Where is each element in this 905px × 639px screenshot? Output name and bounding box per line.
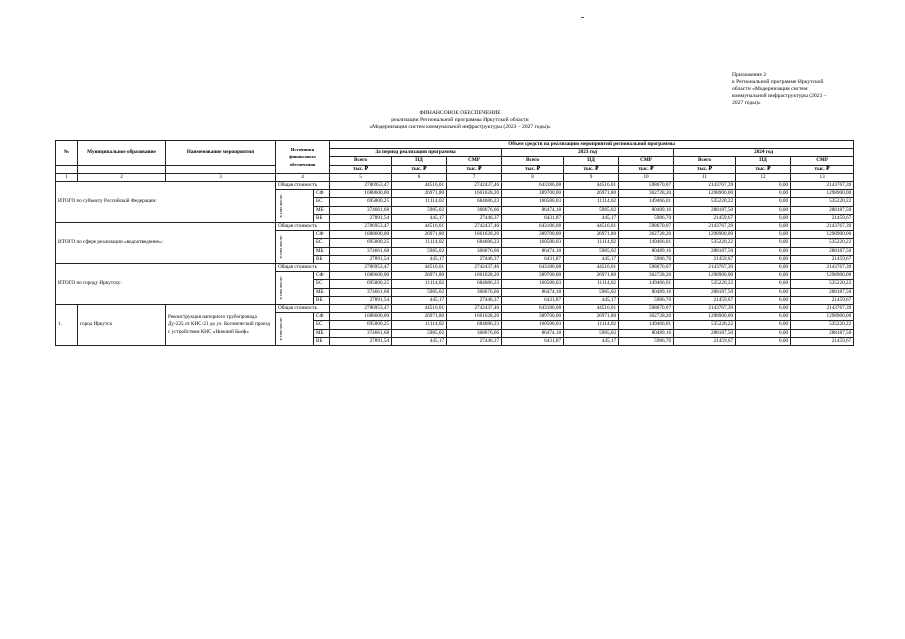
value-cell: 1298900,00 [674,190,736,198]
value-cell: 1298900,00 [791,231,854,239]
general-cost-label: Общая стоимость [276,182,330,190]
header-unit: тыс. ₽ [791,165,854,173]
including-label [276,190,314,223]
value-cell: 0,00 [736,288,791,296]
value-cell: 374661,68 [330,288,392,296]
value-cell: 0,00 [736,296,791,304]
appendix-line: коммунальной инфраструктуры (2023 – [732,93,827,99]
value-cell: 535220,22 [674,280,736,288]
general-cost-label: Общая стоимость [276,264,330,272]
value-cell: 1661628,20 [447,231,502,239]
value-cell: 21459,67 [791,255,854,263]
value-cell: 11114,02 [564,280,619,288]
value-cell: 288187,50 [791,206,854,214]
value-cell: 2143767,39 [791,305,854,313]
value-cell: 2143767,39 [674,264,736,272]
title-line-3: «Модернизация систем коммунальной инфраструктуры (2023 – 2027 годы)» [369,124,551,131]
value-cell: 368676,66 [447,247,502,255]
value-cell: 1298900,00 [674,231,736,239]
value-cell: 11114,02 [392,239,447,247]
value-cell: 0,00 [736,255,791,263]
value-cell: 27446,37 [447,214,502,222]
header-funds: Объем средств на реализацию мероприятий региональной программы [330,141,854,149]
value-cell: 1661628,20 [447,272,502,280]
value-cell: 1298900,00 [674,313,736,321]
source-label: БС [314,239,330,247]
value-cell: 80489,16 [619,206,674,214]
value-cell: 1688600,00 [330,272,392,280]
value-cell: 389700,00 [502,190,564,198]
column-number: 6 [392,173,447,181]
value-cell: 5986,70 [619,337,674,345]
value-cell: 1688600,00 [330,231,392,239]
value-cell: 535220,22 [791,198,854,206]
value-cell: 44516,01 [564,264,619,272]
value-cell: 21459,67 [674,214,736,222]
value-cell: 5986,70 [619,214,674,222]
source-label: БС [314,280,330,288]
value-cell: 5985,02 [564,206,619,214]
header-2023: 2023 год [502,149,674,157]
header-smr: СМР [619,157,674,165]
value-cell: 27891,54 [330,255,392,263]
value-cell: 535220,22 [791,280,854,288]
source-label: СФ [314,272,330,280]
header-smr: СМР [791,157,854,165]
value-cell: 11114,02 [564,239,619,247]
header-activity: Наименование мероприятия [166,141,276,166]
total-label: ИТОГО по сфере реализации «водоотведение»: [56,223,276,264]
general-cost-label: Общая стоимость [276,223,330,231]
value-cell: 389700,00 [502,272,564,280]
header-unit: тыс. ₽ [502,165,564,173]
value-cell: 1298900,00 [791,313,854,321]
value-cell: 21459,67 [791,214,854,222]
value-cell: 2143767,39 [791,264,854,272]
header-unit: тыс. ₽ [619,165,674,173]
value-cell: 2786953,47 [330,223,392,231]
value-cell: 643186,08 [502,223,564,231]
value-cell: 0,00 [736,239,791,247]
value-cell: 149466,01 [619,239,674,247]
value-cell: 288187,50 [674,288,736,296]
value-cell: 2143767,39 [674,223,736,231]
document-title [320,110,600,132]
value-cell: 86474,18 [502,288,564,296]
value-cell: 643186,08 [502,182,564,190]
value-cell: 27446,37 [447,296,502,304]
total-label: ИТОГО по городу Иркутску: [56,264,276,305]
scan-mark [581,17,584,18]
value-cell: 535220,22 [791,239,854,247]
header-total: Всего [502,157,564,165]
value-cell: 0,00 [736,305,791,313]
value-cell: 0,00 [736,264,791,272]
table-body [56,182,854,346]
value-cell: 0,00 [736,198,791,206]
value-cell: 6431,87 [502,337,564,345]
value-cell: 80489,16 [619,329,674,337]
value-cell: 0,00 [736,206,791,214]
source-label: БС [314,321,330,329]
value-cell: 86474,18 [502,329,564,337]
value-cell: 1661628,20 [447,190,502,198]
value-cell: 44516,01 [392,223,447,231]
value-cell: 27891,54 [330,214,392,222]
value-cell: 445,17 [392,214,447,222]
including-text: в том числе: [278,235,283,259]
header-blank [56,165,78,173]
column-number: 3 [166,173,276,181]
value-cell: 5985,02 [564,329,619,337]
value-cell: 5985,02 [392,288,447,296]
value-cell: 21459,67 [674,296,736,304]
table-row [56,264,854,272]
value-cell: 26971,80 [392,313,447,321]
column-number: 10 [619,173,674,181]
value-cell: 535220,22 [674,321,736,329]
value-cell: 5985,02 [392,329,447,337]
value-cell: 26971,80 [564,231,619,239]
value-cell: 695800,25 [330,321,392,329]
value-cell: 389700,00 [502,231,564,239]
header-unit: тыс. ₽ [392,165,447,173]
header-blank [166,165,276,173]
value-cell: 44516,01 [392,305,447,313]
value-cell: 5985,02 [392,206,447,214]
value-cell: 0,00 [736,182,791,190]
header-smr: СМР [447,157,502,165]
value-cell: 6431,87 [502,255,564,263]
header-pd: ПД [392,157,447,165]
source-label: СФ [314,231,330,239]
value-cell: 2786953,47 [330,264,392,272]
table-header [56,141,854,182]
value-cell: 362728,20 [619,190,674,198]
value-cell: 288187,50 [674,247,736,255]
header-num: № [56,141,78,166]
municipality-cell: город Иркутск [78,305,166,346]
value-cell: 1298900,00 [674,272,736,280]
title-line-1: ФИНАНСОВОЕ ОБЕСПЕЧЕНИЕ [419,110,501,116]
value-cell: 389700,00 [502,313,564,321]
value-cell: 445,17 [392,255,447,263]
value-cell: 86474,18 [502,247,564,255]
value-cell: 288187,50 [674,329,736,337]
value-cell: 160580,03 [502,321,564,329]
value-cell: 2786953,47 [330,182,392,190]
value-cell: 598670,07 [619,305,674,313]
value-cell: 21459,67 [791,296,854,304]
value-cell: 2143767,39 [674,305,736,313]
including-label [276,313,314,346]
source-label: ВБ [314,296,330,304]
title-line-2: реализации Региональной программы Иркутской области [391,117,529,124]
value-cell: 2742437,46 [447,223,502,231]
value-cell: 11114,02 [392,280,447,288]
column-number: 12 [736,173,791,181]
source-label: МБ [314,206,330,214]
value-cell: 445,17 [564,337,619,345]
including-label [276,272,314,305]
value-cell: 362728,20 [619,272,674,280]
value-cell: 0,00 [736,337,791,345]
source-label: ВБ [314,255,330,263]
header-pd: ПД [736,157,791,165]
value-cell: 149466,01 [619,198,674,206]
value-cell: 26971,80 [392,190,447,198]
row-number: 1. [56,305,78,346]
value-cell: 374661,68 [330,206,392,214]
value-cell: 1298900,00 [791,190,854,198]
value-cell: 0,00 [736,329,791,337]
value-cell: 1688600,00 [330,313,392,321]
value-cell: 684686,23 [447,198,502,206]
appendix-line: области «Модернизация систем [732,86,808,92]
value-cell: 160580,03 [502,239,564,247]
header-period: За период реализации программы [330,149,502,157]
appendix-line: 2027 годы)» [732,100,761,106]
value-cell: 0,00 [736,231,791,239]
value-cell: 362728,20 [619,231,674,239]
activity-cell: Реконструкция напорного трубопровода Ду-225 от КНС-21 до ул. Космический проезд с устройством КНС «Нижний Бьеф» [166,305,276,346]
value-cell: 0,00 [736,247,791,255]
value-cell: 1688600,00 [330,190,392,198]
column-number: 2 [78,173,166,181]
table-row [56,223,854,231]
value-cell: 288187,50 [791,329,854,337]
appendix-note [732,72,842,107]
value-cell: 2143767,39 [791,223,854,231]
finance-table-wrapper [55,140,853,346]
value-cell: 684686,23 [447,239,502,247]
including-label [276,231,314,264]
value-cell: 21459,67 [674,337,736,345]
general-cost-label: Общая стоимость [276,305,330,313]
value-cell: 27446,37 [447,255,502,263]
value-cell: 368676,66 [447,288,502,296]
source-label: БС [314,198,330,206]
source-label: МБ [314,288,330,296]
value-cell: 160580,03 [502,280,564,288]
value-cell: 288187,50 [791,288,854,296]
value-cell: 0,00 [736,190,791,198]
value-cell: 27891,54 [330,337,392,345]
value-cell: 5985,02 [564,288,619,296]
value-cell: 1298900,00 [791,272,854,280]
column-number: 5 [330,173,392,181]
column-number: 1 [56,173,78,181]
value-cell: 26971,80 [564,190,619,198]
value-cell: 695800,25 [330,239,392,247]
value-cell: 374661,68 [330,329,392,337]
value-cell: 695800,25 [330,280,392,288]
value-cell: 535220,22 [674,239,736,247]
value-cell: 445,17 [392,296,447,304]
including-text: в том числе: [278,194,283,218]
value-cell: 44516,01 [564,223,619,231]
value-cell: 2742437,46 [447,305,502,313]
value-cell: 684686,23 [447,280,502,288]
value-cell: 5986,70 [619,296,674,304]
value-cell: 5986,70 [619,255,674,263]
value-cell: 0,00 [736,313,791,321]
column-number: 11 [674,173,736,181]
source-label: СФ [314,313,330,321]
value-cell: 26971,80 [392,231,447,239]
table-row [56,305,854,313]
finance-table [55,140,854,346]
header-unit: тыс. ₽ [674,165,736,173]
value-cell: 445,17 [564,255,619,263]
value-cell: 11114,02 [564,198,619,206]
value-cell: 6431,87 [502,296,564,304]
value-cell: 11114,02 [392,321,447,329]
source-label: МБ [314,329,330,337]
value-cell: 86474,18 [502,206,564,214]
value-cell: 535220,22 [674,198,736,206]
value-cell: 2786953,47 [330,305,392,313]
value-cell: 374661,68 [330,247,392,255]
value-cell: 80489,16 [619,247,674,255]
value-cell: 6431,87 [502,214,564,222]
including-text: в том числе: [278,276,283,300]
value-cell: 598670,07 [619,182,674,190]
value-cell: 26971,80 [392,272,447,280]
value-cell: 5985,02 [392,247,447,255]
column-number: 4 [276,173,330,181]
value-cell: 44516,01 [392,264,447,272]
value-cell: 643186,08 [502,264,564,272]
value-cell: 535220,22 [791,321,854,329]
value-cell: 288187,50 [791,247,854,255]
header-unit: тыс. ₽ [736,165,791,173]
column-number: 9 [564,173,619,181]
value-cell: 0,00 [736,272,791,280]
value-cell: 27446,37 [447,337,502,345]
value-cell: 149466,01 [619,321,674,329]
table-row [56,182,854,190]
value-cell: 0,00 [736,321,791,329]
value-cell: 0,00 [736,280,791,288]
value-cell: 598670,07 [619,264,674,272]
value-cell: 80489,16 [619,288,674,296]
value-cell: 11114,02 [564,321,619,329]
value-cell: 21459,67 [791,337,854,345]
header-unit: тыс. ₽ [447,165,502,173]
header-sources: Источники финансового обеспечения [276,141,330,174]
value-cell: 445,17 [564,296,619,304]
including-text: в том числе: [278,317,283,341]
header-total: Всего [674,157,736,165]
value-cell: 445,17 [564,214,619,222]
value-cell: 149466,01 [619,280,674,288]
header-2024: 2024 год [674,149,854,157]
column-number: 7 [447,173,502,181]
header-pd: ПД [564,157,619,165]
value-cell: 362728,20 [619,313,674,321]
value-cell: 2742437,46 [447,182,502,190]
value-cell: 288187,50 [674,206,736,214]
value-cell: 2742437,46 [447,264,502,272]
appendix-line: к Региональной программе Иркутской [732,79,824,85]
value-cell: 368676,66 [447,206,502,214]
value-cell: 598670,07 [619,223,674,231]
header-unit: тыс. ₽ [330,165,392,173]
value-cell: 1661628,20 [447,313,502,321]
value-cell: 0,00 [736,223,791,231]
value-cell: 684686,23 [447,321,502,329]
source-label: ВБ [314,214,330,222]
value-cell: 11114,02 [392,198,447,206]
value-cell: 27891,54 [330,296,392,304]
value-cell: 44516,01 [392,182,447,190]
header-total: Всего [330,157,392,165]
value-cell: 44516,01 [564,305,619,313]
value-cell: 0,00 [736,214,791,222]
value-cell: 5985,02 [564,247,619,255]
value-cell: 21459,67 [674,255,736,263]
value-cell: 445,17 [392,337,447,345]
appendix-line: Приложение 2 [732,72,767,78]
source-label: ВБ [314,337,330,345]
total-label: ИТОГО по субъекту Российской Федерации: [56,182,276,223]
value-cell: 368676,66 [447,329,502,337]
value-cell: 44516,01 [564,182,619,190]
value-cell: 643186,08 [502,305,564,313]
value-cell: 2143767,39 [674,182,736,190]
header-municipality: Муниципальное образование [78,141,166,166]
source-label: СФ [314,190,330,198]
column-numbers-row [56,173,854,181]
value-cell: 695800,25 [330,198,392,206]
column-number: 8 [502,173,564,181]
value-cell: 26971,80 [564,313,619,321]
header-blank [78,165,166,173]
source-label: МБ [314,247,330,255]
value-cell: 2143767,39 [791,182,854,190]
value-cell: 26971,80 [564,272,619,280]
value-cell: 160580,03 [502,198,564,206]
header-unit: тыс. ₽ [564,165,619,173]
column-number: 13 [791,173,854,181]
